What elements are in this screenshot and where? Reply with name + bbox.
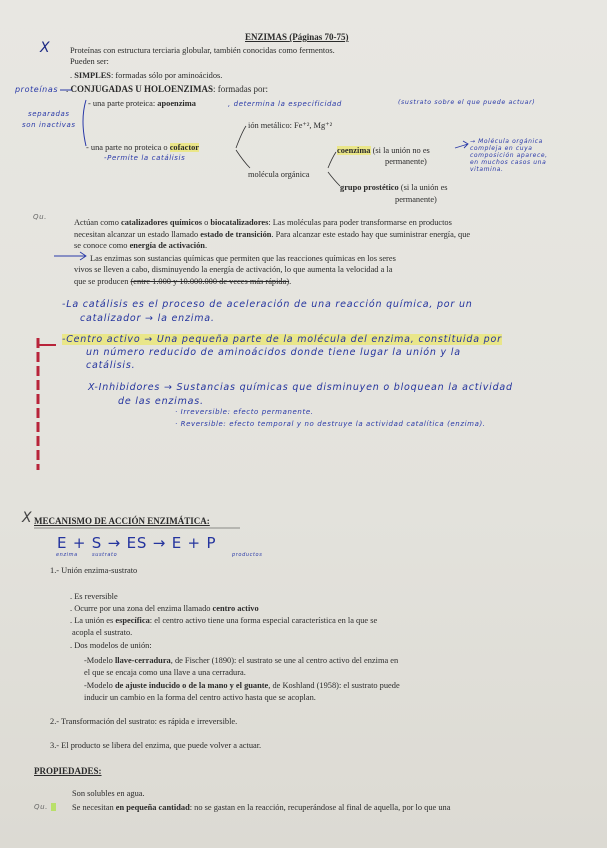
cofactor-line: - una parte no proteica o cofactor — [86, 143, 200, 152]
handwritten-qu-1: Qu. — [33, 213, 47, 221]
model-1: -Modelo llave-cerradura, de Fischer (1890): el sustrato se une al centro activo del enzima en — [84, 656, 399, 665]
mechanism-bullet-2: . Ocurre por una zona del enzima llamado centro activo — [70, 604, 259, 613]
handwritten-permite: -Permite la catálisis — [104, 154, 186, 162]
ion-metalico: ión metálico: Fe⁺², Mg⁺² — [248, 121, 333, 130]
handwritten-reversible: · Reversible: efecto temporal y no destruye la actividad catalítica (enzima). — [175, 420, 486, 428]
coenzima-line: coenzima (si la unión no es — [337, 146, 430, 155]
conjugadas-line: . CONJUGADAS U HOLOENZIMAS: formadas por: — [66, 84, 268, 94]
model-2: -Modelo de ajuste inducido o de la mano y el guante, de Koshland (1958): el sustrato puede — [84, 681, 400, 690]
intro-line-1: Proteínas con estructura terciaria globular, también conocidas como fermentos. — [70, 46, 335, 55]
mechanism-step-3: 3.- El producto se libera del enzima, que puede volver a actuar. — [50, 741, 262, 750]
mechanism-step-1: 1.- Unión enzima-sustrato — [50, 566, 138, 575]
handwritten-reaction: E + S → ES → E + P — [57, 534, 217, 552]
label-productos: productos — [232, 552, 263, 558]
activation-line-1: Actúan como catalizadores químicos o biocatalizadores: Las moléculas para poder transformarse en productos — [74, 218, 452, 227]
simples-line: . SIMPLES: formadas sólo por aminoácidos. — [70, 71, 223, 80]
mechanism-bullet-1: . Es reversible — [70, 592, 118, 601]
label-sustrato: sustrato — [92, 552, 118, 558]
mechanism-bullet-3: . La unión es específica: el centro activo tiene una forma especial característica en la que se — [70, 616, 378, 625]
mechanism-bullet-3b: acopla el sustrato. — [72, 628, 133, 637]
model-1b: el que se encaja como una llave a una cerradura. — [84, 668, 246, 677]
activation-line-4: Las enzimas son sustancias químicas que permiten que las reacciones químicas en los seres — [90, 254, 396, 263]
handwritten-inhib-1: X-Inhibidores → Sustancias químicas que disminuyen o bloquean la actividad — [88, 382, 513, 393]
mechanism-step-2: 2.- Transformación del sustrato: es rápida e irreversible. — [50, 717, 238, 726]
property-1: Son solubles en agua. — [72, 789, 145, 798]
activation-line-5: vivos se lleven a cabo, disminuyendo la energía de activación, lo que aumenta la velocidad a la — [74, 265, 393, 274]
intro-line-2: Pueden ser: — [70, 57, 109, 66]
model-2b: inducir un cambio en la forma del centro activo hasta que se acoplan. — [84, 693, 316, 702]
handwritten-molecula-note: → Molécula orgánica compleja en cuya composición aparece, en muchos casos una vitamina. — [470, 138, 548, 173]
property-2: Se necesitan en pequeña cantidad: no se gastan en la reacción, recuperándose al final de aquella, por lo que una — [72, 803, 451, 812]
molecula-organica: molécula orgánica — [248, 170, 310, 179]
page-title: ENZIMAS (Páginas 70-75) — [245, 32, 349, 42]
handwritten-inhib-2: de las enzimas. — [118, 396, 204, 407]
properties-title: PROPIEDADES: — [34, 766, 102, 776]
handwritten-sustrato-note: (sustrato sobre el que puede actuar) — [398, 99, 536, 106]
handwritten-centro-1: -Centro activo → Una pequeña parte de la molécula del enzima, constituida por — [62, 334, 502, 345]
activation-line-3: se conoce como energía de activación. — [74, 241, 208, 250]
handwritten-qu-2: Qu. — [34, 803, 56, 811]
mechanism-bullet-4: . Dos modelos de unión: — [70, 641, 152, 650]
handwritten-centro-2: un número reducido de aminoácidos donde tiene lugar la unión y la — [86, 347, 461, 358]
handwritten-separadas-1: separadas — [28, 110, 70, 118]
handwritten-centro-3: catálisis. — [86, 360, 136, 371]
handwritten-mechanism-x: X — [22, 510, 33, 526]
handwritten-catalisis-2: catalizador → la enzima. — [80, 313, 215, 324]
label-enzima: enzima — [56, 552, 78, 558]
grupo-note-2: permanente) — [395, 195, 437, 204]
handwritten-x-mark: X — [40, 40, 51, 56]
handwritten-irreversible: · Irreversible: efecto permanente. — [175, 408, 314, 416]
mechanism-title: MECANISMO DE ACCIÓN ENZIMÁTICA: — [34, 516, 210, 526]
coenzima-note-2: permanente) — [385, 157, 427, 166]
handwritten-proteinas: proteínas — [15, 85, 59, 94]
handwritten-especificidad: , determina la especificidad — [228, 100, 342, 108]
activation-line-2: necesitan alcanzar un estado llamado estado de transición. Para alcanzar este estado hay que suministrar energía, que — [74, 230, 471, 239]
grupo-line: grupo prostético (si la unión es — [340, 183, 448, 192]
handwritten-catalisis-1: -La catálisis es el proceso de aceleración de una reacción química, por un — [62, 299, 473, 310]
activation-line-6: que se producen (entre 1.000 y 10.000.000 de veces más rápida). — [74, 277, 292, 286]
apoenzima-line: - una parte proteica: apoenzima — [88, 99, 196, 108]
handwritten-separadas-2: son inactivas — [22, 121, 76, 129]
